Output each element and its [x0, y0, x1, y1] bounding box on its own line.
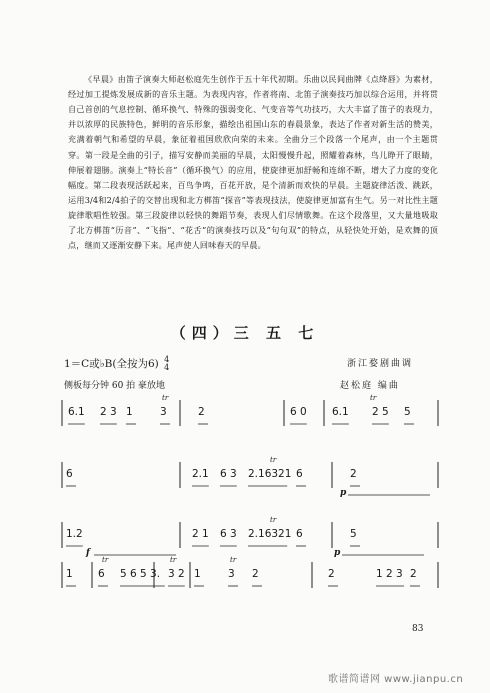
note-group: 6 0	[290, 406, 307, 418]
note-group: 6 3	[220, 528, 237, 540]
trill-mark: tr	[170, 556, 177, 564]
note-group: 1 2 3	[376, 568, 403, 580]
note-group: 5 6 5 3.	[120, 568, 161, 580]
key-text: 1＝C或♭B(全按为6)	[64, 358, 159, 370]
note-group: 2 3	[100, 406, 117, 418]
note-group: 3 2	[168, 568, 185, 580]
page-number: 83	[412, 624, 424, 634]
note-group: 3	[160, 406, 167, 418]
note-row	[60, 568, 440, 588]
music-system-1	[60, 386, 440, 446]
trill-mark: tr	[370, 394, 377, 402]
trill-mark: tr	[270, 516, 277, 524]
note-group: 2	[410, 568, 417, 580]
music-system-2	[60, 448, 440, 508]
trill-mark: tr	[102, 556, 109, 564]
dynamic-mark: f	[86, 548, 90, 558]
note-group: 2.1	[192, 468, 209, 480]
note-row	[60, 468, 440, 488]
note-group: 2 5	[372, 406, 389, 418]
meter-bottom: 4	[164, 363, 170, 372]
note-group: 6	[98, 568, 105, 580]
note-group: 6 3	[220, 468, 237, 480]
note-group: 5	[404, 406, 411, 418]
note-group: 6	[296, 528, 303, 540]
note-group: 6	[66, 468, 73, 480]
note-group: 3	[228, 568, 235, 580]
note-group: 6.1	[68, 406, 85, 418]
note-group: 2	[252, 568, 259, 580]
tempo-marking: 侧板每分钟 60 拍 豪放地	[64, 381, 166, 391]
note-group: 2	[328, 568, 335, 580]
note-group: 1	[66, 568, 73, 580]
note-group: 2	[350, 468, 357, 480]
trill-mark: tr	[230, 556, 237, 564]
time-signature	[164, 356, 169, 372]
key-signature	[64, 356, 169, 372]
note-group: 6	[296, 468, 303, 480]
trill-mark: tr	[162, 394, 169, 402]
note-group: 2.16321	[248, 468, 292, 480]
note-group: 1.2	[66, 528, 83, 540]
note-group: 1	[126, 406, 133, 418]
intro-paragraph: 《早晨》由笛子演奏大师赵松庭先生创作于五十年代初期。乐曲以民间曲牌《点绛唇》为素材，经过加工提炼发展成新的音乐主题。为表现内容，作者将南、北笛子演奏技巧加以综合运用，并将贯自己首创的气息控制、循环换气、特殊的强弱变化、气变音等气功技巧，大大丰富了笛子的表现力，并以浓厚的民族特色，鲜明的音乐形象，描绘出祖国山东的春晨景象，表达了作者对新生活的赞美，充满着朝气和希望的早晨，象征着祖国欣欣向荣的未来。全曲分三个段落一个尾声，由一个主题贯穿。第一段是全曲的引子，描写安静而美丽的早晨，太阳慢慢升起，照耀着森林，鸟儿睁开了眼睛，伸展着翅膀。演奏上“特长音”（循环换气）的应用，使旋律更加舒畅和连绵不断，增大了力度的变化幅度。第二段表现活跃起来，百鸟争鸣，百花开放，是个清新而欢快的早晨。主题旋律活泼、跳跃，运用3/4和2/4拍子的交替出现和北方梆笛“探音”等表现技法，使旋律更加富有生气。另一对比性主题旋律歌唱性较强。第三段旋律以轻快的舞蹈节奏，表现人们尽情歌舞。在这个段落里，又大量地吸取了北方梆笛“历音”、“飞指”、“花舌”的演奏技巧以及“句句双”的特点，从轻快处开始，是欢舞的顶点，继而又逐渐安静下来。尾声使人回味春天的早晨。	[68, 74, 438, 251]
meter-top: 4	[164, 355, 170, 364]
dynamic-mark: p	[334, 548, 341, 558]
trill-mark: tr	[270, 456, 277, 464]
note-group: 2	[198, 406, 205, 418]
music-system-4	[60, 548, 440, 608]
dynamic-mark: p	[340, 488, 347, 498]
note-group: 5	[350, 528, 357, 540]
note-group: 6.1	[332, 406, 349, 418]
piece-title: （四）三 五 七	[170, 324, 320, 342]
note-group: 1	[194, 568, 201, 580]
note-row	[60, 406, 440, 426]
note-group: 2 1	[192, 528, 209, 540]
note-row	[60, 528, 440, 548]
composer-label: 赵松庭 编曲	[340, 381, 400, 391]
genre-label: 浙江婺剧曲调	[347, 359, 414, 369]
note-group: 2.16321	[248, 528, 292, 540]
watermark: 歌谱简谱网 www.jianpu.cn	[328, 674, 464, 685]
